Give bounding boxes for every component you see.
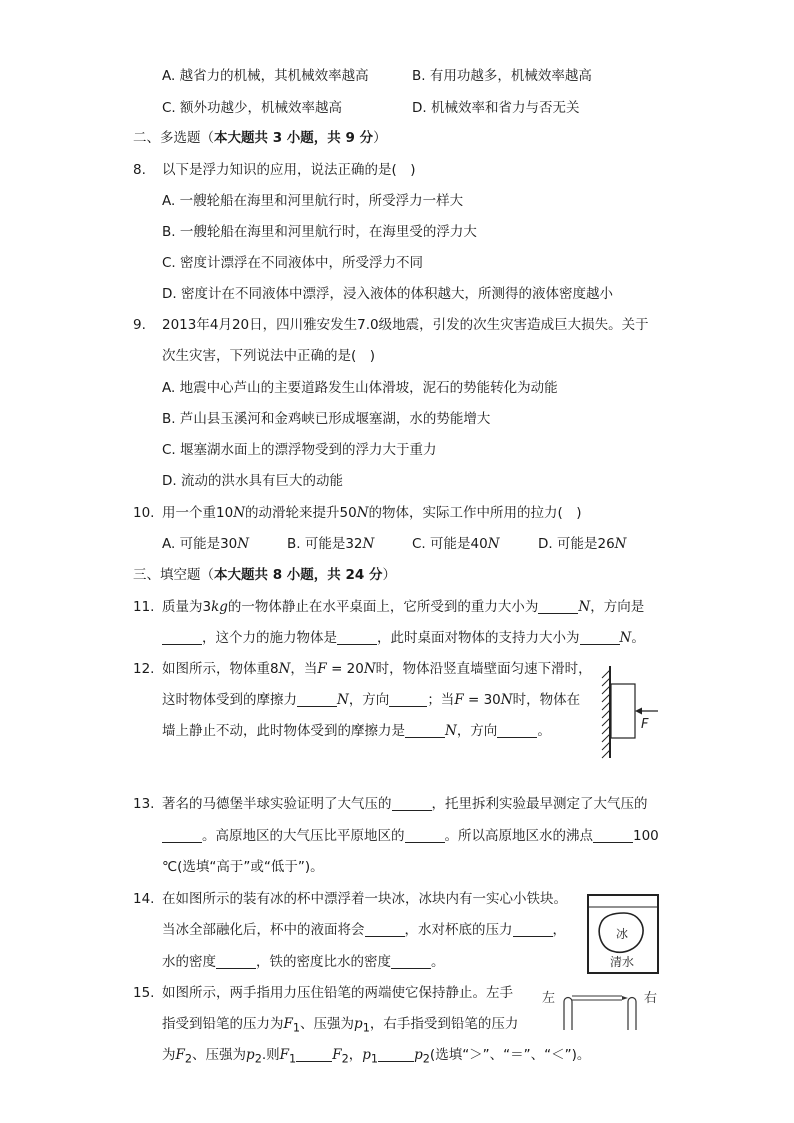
q7-option-b: B. 有用功越多，机械效率越高	[412, 68, 592, 84]
answer-blank[interactable]	[365, 922, 405, 937]
q8-option-a: A. 一艘轮船在海里和河里航行时，所受浮力一样大	[162, 193, 464, 209]
force-arrowhead	[635, 708, 642, 715]
q8-number: 8.	[133, 162, 146, 178]
q11-line1: 质量为3kg的一物体静止在水平桌面上，它所受到的重力大小为 N，方向是	[162, 599, 645, 615]
q11-number: 11.	[133, 599, 155, 615]
left-finger	[564, 998, 572, 1031]
answer-blank[interactable]	[337, 630, 377, 645]
q13-line2: 。高原地区的大气压比平原地区的 。所以高原地区水的沸点 100	[162, 827, 659, 845]
answer-blank[interactable]	[513, 922, 553, 937]
q9-number: 9.	[133, 317, 146, 333]
q10-number: 10.	[133, 505, 155, 521]
answer-blank[interactable]	[391, 954, 431, 969]
q7-option-d: D. 机械效率和省力与否无关	[412, 100, 580, 116]
q10-option-b: B. 可能是32N	[287, 536, 375, 552]
water-label: 清水	[610, 955, 635, 969]
ice-label: 冰	[616, 927, 629, 941]
q9-option-d: D. 流动的洪水具有巨大的动能	[162, 473, 343, 489]
q9-option-b: B. 芦山县玉溪河和金鸡峡已形成堰塞湖，水的势能增大	[162, 411, 491, 427]
right-finger	[628, 998, 636, 1031]
answer-blank[interactable]	[297, 692, 337, 707]
q15-line2: 指受到铅笔的压力为$F_1$、压强为$p_1$，右手指受到铅笔的压力	[162, 1016, 519, 1035]
q14-line2: 当冰全部融化后，杯中的液面将会 ，水对杯底的压力 ，	[162, 922, 566, 938]
q12-line1: 如图所示，物体重8N，当F = 20N时，物体沿竖直墙壁面匀速下滑时，	[162, 661, 592, 677]
right-label: 右	[644, 991, 658, 1006]
q14-line1: 在如图所示的装有冰的杯中漂浮着一块冰，冰块内有一实心小铁块。	[162, 891, 567, 907]
q7-option-c: C. 额外功越少，机械效率越高	[162, 100, 343, 116]
q11-line2: ，这个力的施力物体是 ，此时桌面对物体的支持力大小为 N。	[162, 629, 645, 647]
q8-stem: 以下是浮力知识的应用，说法正确的是( )	[162, 162, 416, 178]
q9-stem-line2: 次生灾害，下列说法中正确的是( )	[162, 348, 376, 364]
q10-option-a: A. 可能是30N	[162, 536, 250, 552]
answer-blank[interactable]	[405, 828, 445, 843]
q15-line3: 为$F_2$、压强为$p_2$.则$F_1$ $F_2$，$p_1$ $p_2$(选填“＞”、“＝”、“＜”)。	[162, 1047, 591, 1066]
pencil-tip	[622, 996, 628, 1000]
answer-blank[interactable]	[389, 692, 427, 707]
pencil-fingers-figure	[540, 984, 666, 1034]
answer-blank[interactable]	[216, 954, 256, 969]
block	[611, 684, 635, 738]
q12-line3: 墙上静止不动，此时物体受到的摩擦力是 N，方向 。	[162, 723, 551, 739]
q13-number: 13.	[133, 796, 155, 812]
answer-blank[interactable]	[296, 1047, 332, 1062]
q8-option-c: C. 密度计漂浮在不同液体中，所受浮力不同	[162, 255, 424, 271]
wall-block-figure	[596, 664, 662, 762]
q8-option-b: B. 一艘轮船在海里和河里航行时，在海里受的浮力大	[162, 224, 477, 240]
ice-cup-figure	[586, 893, 660, 975]
q9-option-a: A. 地震中心芦山的主要道路发生山体滑坡，泥石的势能转化为动能	[162, 380, 558, 396]
section-2-heading: 二、多选题（本大题共 3 小题，共 9 分）	[133, 130, 387, 146]
q9-option-c: C. 堰塞湖水面上的漂浮物受到的浮力大于重力	[162, 442, 437, 458]
answer-blank[interactable]	[378, 1047, 414, 1062]
q14-line3: 水的密度 ，铁的密度比水的密度 。	[162, 954, 445, 970]
answer-blank[interactable]	[392, 796, 432, 811]
answer-blank[interactable]	[497, 723, 537, 738]
answer-blank[interactable]	[162, 630, 202, 645]
answer-blank[interactable]	[580, 630, 620, 645]
q12-number: 12.	[133, 661, 155, 677]
q10-option-c: C. 可能是40N	[412, 536, 500, 552]
left-label: 左	[542, 991, 556, 1006]
q15-number: 15.	[133, 985, 155, 1001]
answer-blank[interactable]	[162, 828, 202, 843]
q13-line1: 著名的马德堡半球实验证明了大气压的 ，托里拆利实验最早测定了大气压的	[162, 796, 648, 812]
q15-line1: 如图所示，两手指用力压住铅笔的两端使它保持静止。左手	[162, 985, 513, 1001]
q14-number: 14.	[133, 891, 155, 907]
q10-stem: 用一个重10N的动滑轮来提升50N的物体，实际工作中所用的拉力( )	[162, 505, 582, 521]
answer-blank[interactable]	[405, 723, 445, 738]
force-label: F	[641, 717, 649, 732]
q13-line3: ℃(选填“高于”或“低于”)。	[162, 859, 324, 875]
answer-blank[interactable]	[538, 599, 578, 614]
wall-hatching	[602, 670, 610, 758]
section-3-heading: 三、填空题（本大题共 8 小题，共 24 分）	[133, 567, 396, 583]
q7-option-a: A. 越省力的机械，其机械效率越高	[162, 68, 369, 84]
answer-blank[interactable]	[593, 828, 633, 843]
q8-option-d: D. 密度计在不同液体中漂浮，浸入液体的体积越大，所测得的液体密度越小	[162, 286, 613, 302]
q10-option-d: D. 可能是26N	[538, 536, 627, 552]
q12-line2: 这时物体受到的摩擦力 N，方向 ；当F = 30N时，物体在	[162, 692, 581, 708]
q9-stem-line1: 2013年4月20日，四川雅安发生7.0级地震，引发的次生灾害造成巨大损失。关于	[162, 317, 649, 333]
